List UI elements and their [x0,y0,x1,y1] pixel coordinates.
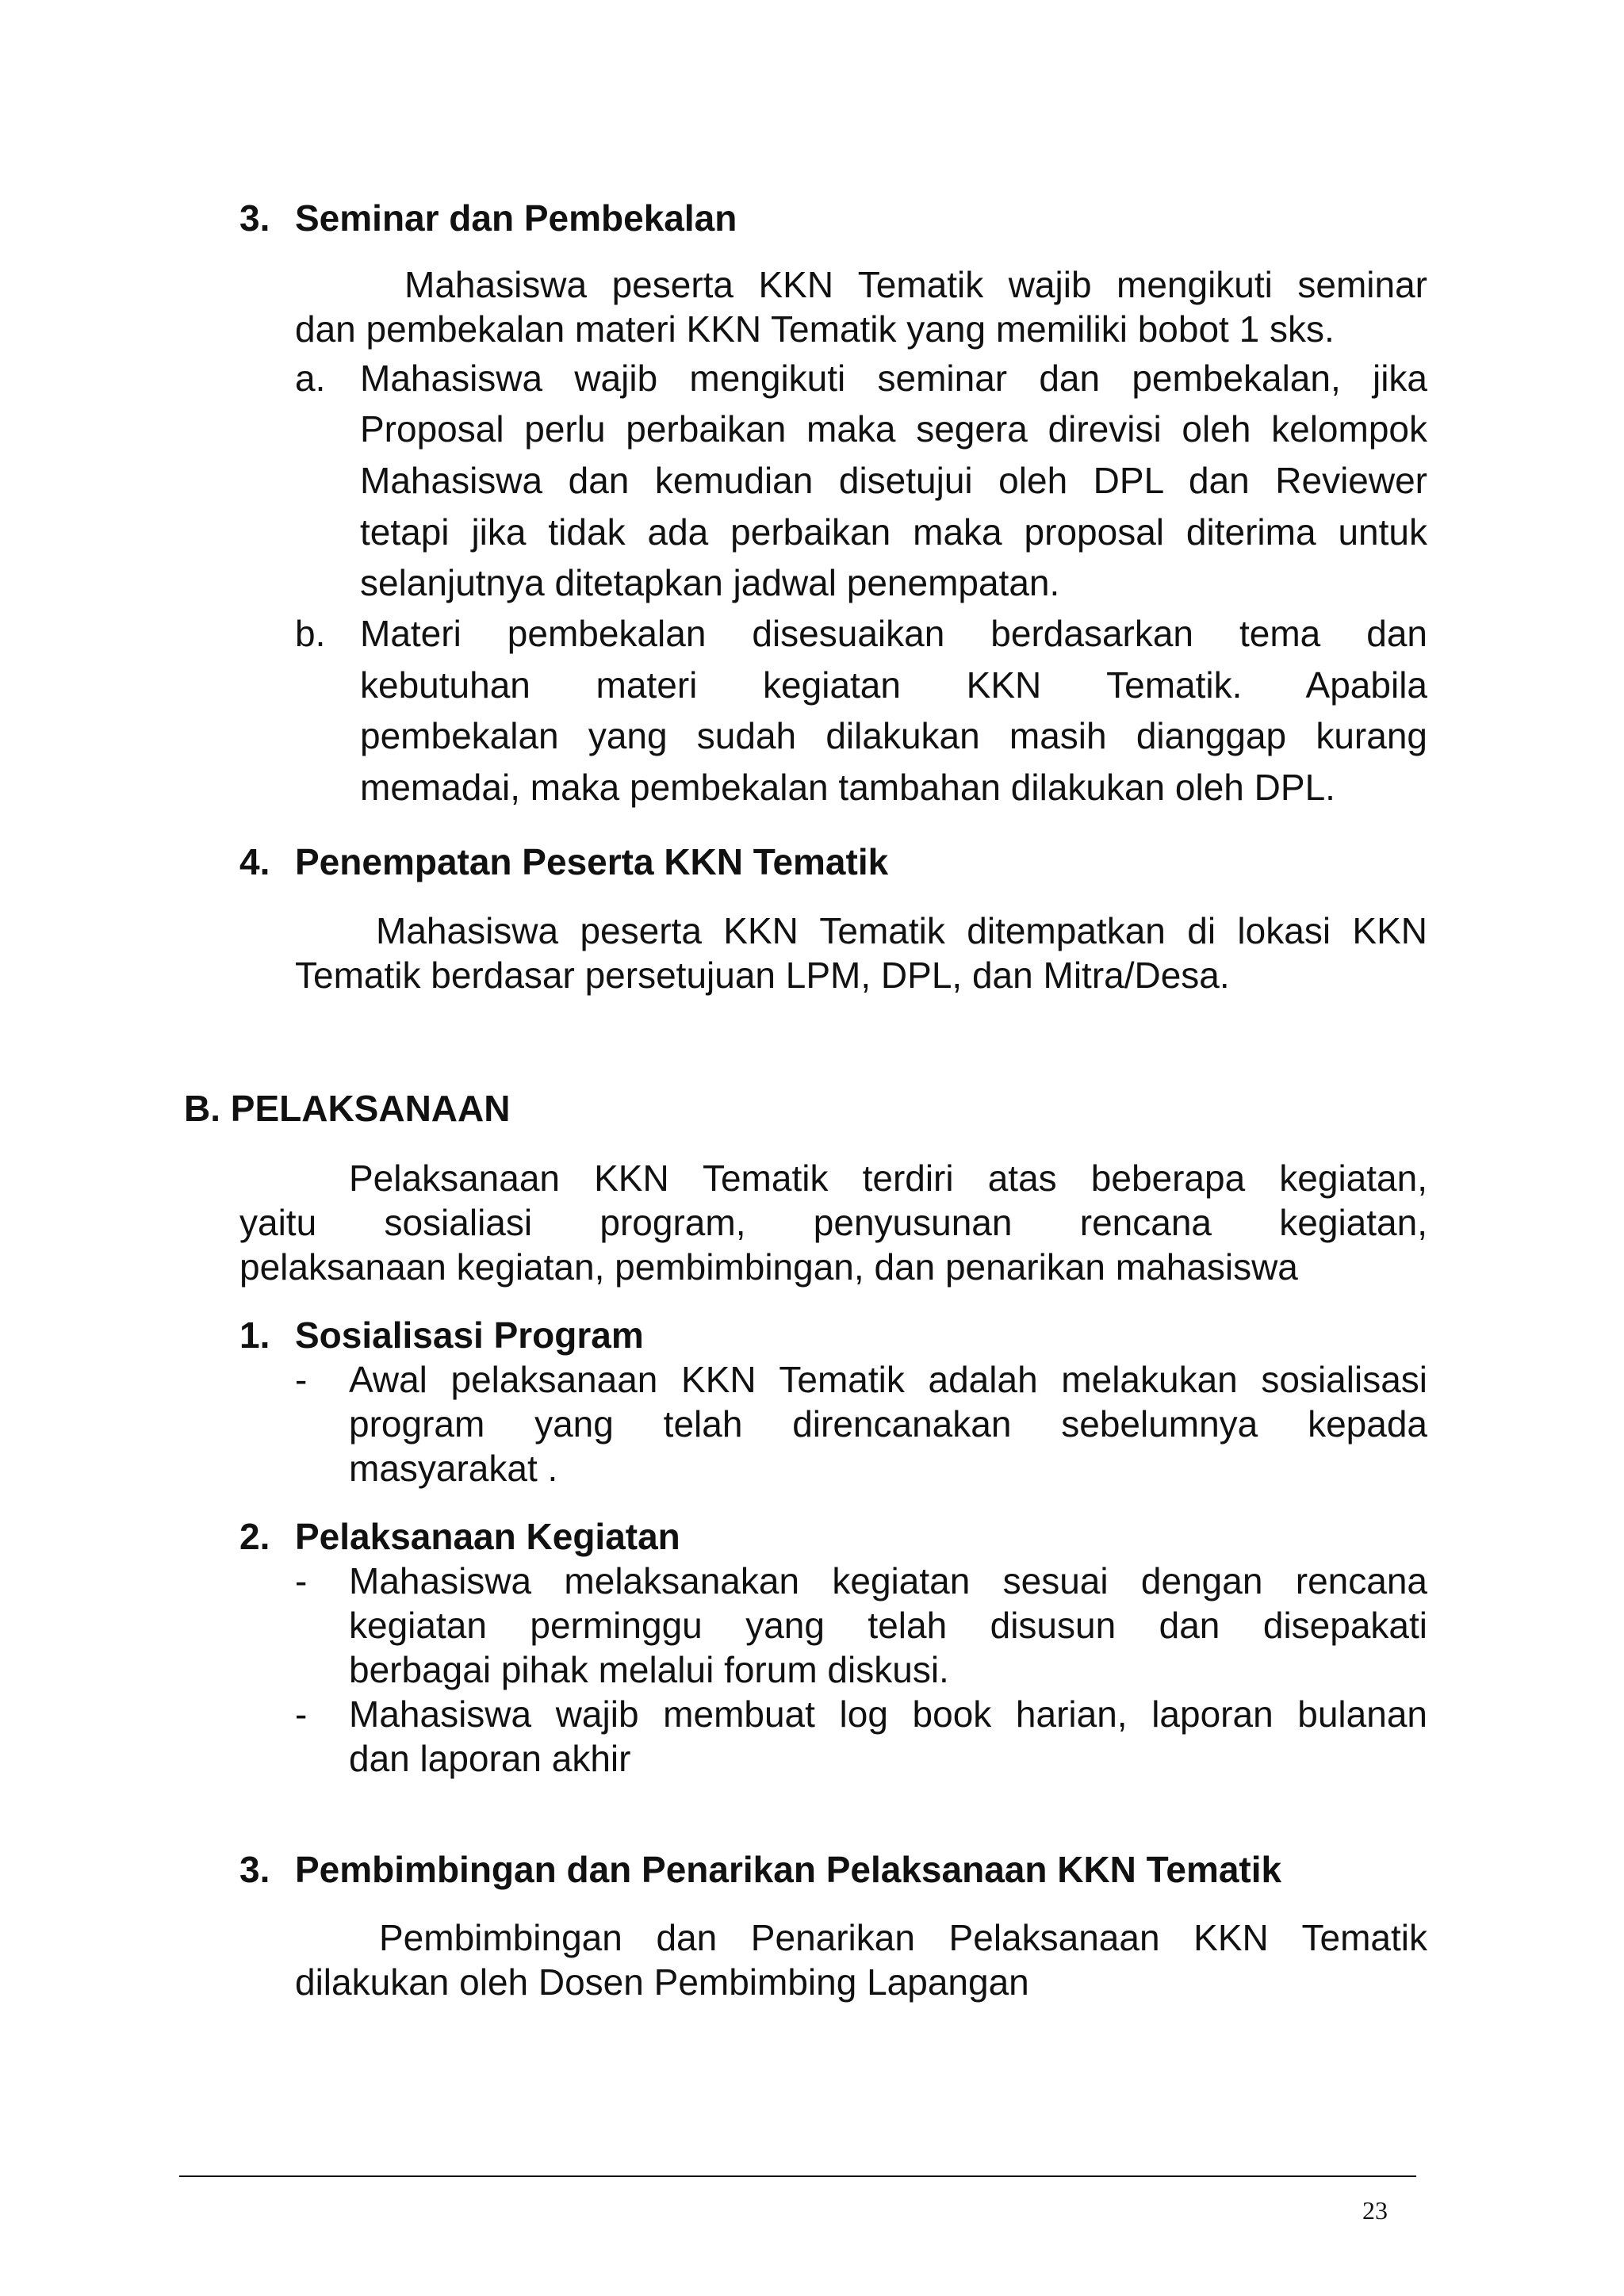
item-number: 3. [239,197,270,239]
page-number: 23 [1362,2196,1388,2225]
list-item-line: Mahasiswa dan kemudian disetujui oleh DPL dan Reviewer [360,460,1427,501]
list-item-line: Proposal perlu perbaikan maka segera direvisi oleh kelompok [360,408,1427,450]
item-title: Sosialisasi Program [295,1314,644,1356]
paragraph-line: Mahasiswa peserta KKN Tematik ditempatkan di lokasi KKN [376,910,1427,951]
item-number: 4. [239,841,270,882]
bullet-line: kegiatan perminggu yang telah disusun dan disepakati [349,1605,1427,1646]
paragraph-line: pelaksanaan kegiatan, pembimbingan, dan penarikan mahasiswa [239,1246,1298,1288]
section-heading: B. PELAKSANAAN [184,1088,511,1129]
item-title: Pelaksanaan Kegiatan [295,1516,680,1557]
list-item-line: Materi pembekalan disesuaikan berdasarkan tema dan [360,613,1427,654]
item-title: Penempatan Peserta KKN Tematik [295,841,889,882]
bullet-line: masyarakat . [349,1448,558,1489]
item-number: 2. [239,1516,270,1557]
bullet-line: program yang telah direncanakan sebelumnya kepada [349,1403,1427,1445]
bullet-line: Mahasiswa melaksanakan kegiatan sesuai dengan rencana [349,1560,1427,1601]
paragraph-line: dan pembekalan materi KKN Tematik yang memiliki bobot 1 sks. [295,308,1335,350]
list-marker: b. [295,613,326,654]
bullet-line: Awal pelaksanaan KKN Tematik adalah melakukan sosialisasi [349,1359,1427,1400]
bullet-line: dan laporan akhir [349,1738,631,1779]
list-item-line: kebutuhan materi kegiatan KKN Tematik. Apabila [360,664,1427,706]
list-item-line: selanjutnya ditetapkan jadwal penempatan. [360,562,1060,603]
item-number: 3. [239,1849,270,1890]
bullet-dash: - [295,1560,308,1601]
paragraph-line: dilakukan oleh Dosen Pembimbing Lapangan [295,1961,1029,2003]
item-title: Seminar dan Pembekalan [295,197,737,239]
paragraph-line: yaitu sosialiasi program, penyusunan rencana kegiatan, [239,1202,1427,1243]
bullet-line: berbagai pihak melalui forum diskusi. [349,1649,949,1690]
list-item-line: Mahasiswa wajib mengikuti seminar dan pembekalan, jika [360,358,1427,399]
footer-rule [179,2175,1416,2177]
bullet-line: Mahasiswa wajib membuat log book harian, laporan bulanan [349,1693,1427,1735]
paragraph-line: Pembimbingan dan Penarikan Pelaksanaan KKN Tematik [379,1917,1427,1958]
paragraph-line: Mahasiswa peserta KKN Tematik wajib mengikuti seminar [404,264,1427,305]
list-item-line: pembekalan yang sudah dilakukan masih dianggap kurang [360,715,1427,756]
paragraph-line: Tematik berdasar persetujuan LPM, DPL, dan Mitra/Desa. [295,955,1230,996]
bullet-dash: - [295,1359,308,1400]
list-item-line: memadai, maka pembekalan tambahan dilakukan oleh DPL. [360,767,1335,808]
paragraph-line: Pelaksanaan KKN Tematik terdiri atas beberapa kegiatan, [349,1158,1427,1199]
bullet-dash: - [295,1693,308,1735]
item-title: Pembimbingan dan Penarikan Pelaksanaan KKN Tematik [295,1849,1282,1890]
item-number: 1. [239,1314,270,1356]
list-marker: a. [295,358,326,399]
list-item-line: tetapi jika tidak ada perbaikan maka proposal diterima untuk [360,511,1427,553]
